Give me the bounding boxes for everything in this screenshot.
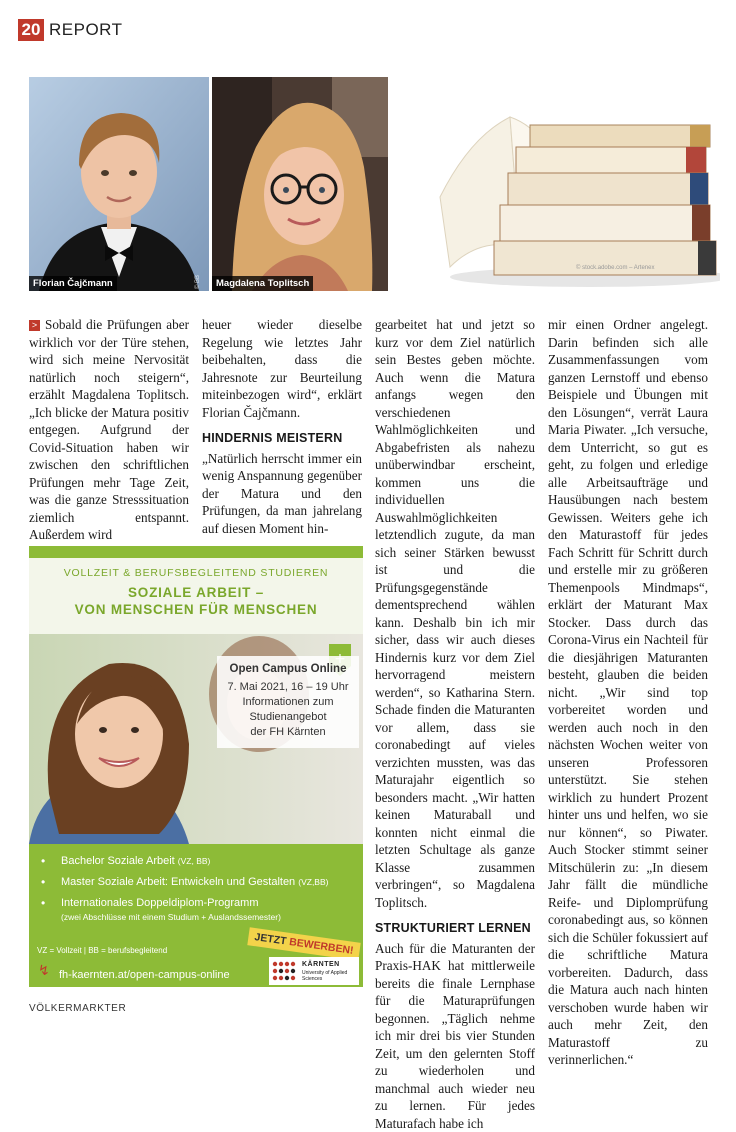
photo-florian xyxy=(29,77,209,291)
article-column-1 xyxy=(29,316,189,544)
program-list xyxy=(39,854,328,931)
program-item: • Bachelor Soziale Arbeit (VZ, BB) xyxy=(39,854,328,868)
event-title: Open Campus Online xyxy=(221,662,355,677)
article-text: mir einen Ordner angelegt. Darin befinden sich alle Zusammenfassungen vom ganzen Lernstoff und ebenso Beispiele und Übungen mit den Lösungen“, verrät Laura Maria Piwater. „Ich versuche, dem Unterricht, so gut es geht, zu folgen und erledige alle Arbeitsaufträge und Hausübungen nach bestem Gewissen. Weiters gehe ich den Maturastoff für jedes Fach Schritt für Schritt durch und erstelle mir zu größeren Themenpools Mindmaps“, erklärt der Maturant Max Stocker. Dass durch das Corona-Virus ein Nachteil für die diesjährigen Maturanten besteht, glauben die beiden nicht. „Wir sind top vorbereitet worden und werden auch noch in den nächsten Wochen weiter von unseren Professoren unterstützt. Sie stehen wirklich zu hundert Prozent hinter uns und helfen, wo sie nur können“, so Piwater. Auch Stocker stimmt seiner Mitschülerin zu: „In diesem Jahr fällt die mündliche Reife- und Diplomprüfung coronabedingt aus, so können sich die Schüler fokussiert auf die schriftliche Matura vorbereiten. Dadurch, dass die Matura auch nach hinten verschoben wurde haben wir auch mehr Zeit, den Maturastoff zu verinnerlichen.“ xyxy=(548,316,708,1069)
article-text: Auch für die Maturanten der Praxis-HAK hat mittlerweile bereits die finale Lernphase für die Maturaprüfungen begonnen. „Täglich nehme ich mir drei bis vier Stunden Zeit, um den gelernten Stoff zu wiederholen und manchmal auch wieder neu zu lernen. Für jedes Maturafach habe ich xyxy=(375,940,535,1132)
ad-kicker: VOLLZEIT & BERUFSBEGLEITEND STUDIEREN xyxy=(29,558,363,579)
section-title: REPORT xyxy=(49,19,123,41)
article-column-3 xyxy=(375,316,535,1132)
article-column-2 xyxy=(202,316,362,537)
program-item: • Internationales Doppeldiplom-Programm (zwei Abschlüsse mit einem Studium + Auslandssemester) xyxy=(39,896,328,924)
ad-header xyxy=(29,558,363,634)
program-item: • Master Soziale Arbeit: Entwickeln und Gestalten (VZ,BB) xyxy=(39,875,328,889)
article-column-4 xyxy=(548,316,708,1069)
ad-legend: VZ = Vollzeit | BB = berufsbegleitend xyxy=(37,946,167,955)
page-number: 20 xyxy=(18,19,44,41)
photo-caption: Magdalena Toplitsch xyxy=(212,276,313,291)
portrait-boy-image xyxy=(29,77,209,291)
photo-credit: © stock.adobe.com – Artenex xyxy=(576,265,654,271)
arrow-icon: ↯ xyxy=(38,963,50,979)
ad-url-link[interactable]: fh-kaernten.at/open-campus-online xyxy=(59,969,230,981)
article-text: „Natürlich herrscht immer ein wenig Anspannung gegenüber der Matura und den Prüfungen, da man jahrelang auf diesen Moment hin- xyxy=(202,450,362,538)
fh-kaernten-logo xyxy=(269,957,359,985)
advertisement[interactable] xyxy=(29,546,363,987)
event-info: Studienangebot xyxy=(221,710,355,725)
logo-dots-icon xyxy=(272,961,298,981)
paragraph-marker-icon: > xyxy=(29,320,40,331)
books-stack-image xyxy=(390,77,720,291)
logo-name: KÄRNTEN xyxy=(302,961,340,968)
subheading: STRUKTURIERT LERNEN xyxy=(375,920,535,938)
ad-headline-line-1: SOZIALE ARBEIT – xyxy=(29,584,363,601)
publication-footer: VÖLKERMARKTER xyxy=(29,1003,126,1014)
photo-books xyxy=(390,77,720,291)
event-date: 7. Mai 2021, 16 – 19 Uhr xyxy=(221,680,355,695)
ad-headline-line-2: VON MENSCHEN FÜR MENSCHEN xyxy=(29,601,363,618)
apply-now-badge[interactable]: JETZT BEWERBEN! xyxy=(247,927,360,960)
ad-top-band xyxy=(29,546,363,558)
event-info: Informationen zum xyxy=(221,695,355,710)
ad-programs-panel xyxy=(29,844,363,987)
subheading: HINDERNIS MEISTERN xyxy=(202,430,362,448)
ad-headline xyxy=(29,584,363,618)
article-text: heuer wieder dieselbe Regelung wie letztes Jahr beibehalten, dass die Jahresnote zur Beurteilung miteinbezogen wird“, erklärt Florian Čajčmann. xyxy=(202,316,362,421)
logo-subtitle: University of Applied Sciences xyxy=(302,970,358,982)
portrait-girl-image xyxy=(212,77,388,291)
event-info: der FH Kärnten xyxy=(221,725,355,740)
article-text: gearbeitet hat und jetzt so kurz vor dem Ziel natürlich sein Bestes geben möchte. Auch wenn die Matura anfangs wegen den verschiedenen Wahlmöglichkeiten und Abgabefristen als nahezu unüberwindbar erscheint, kommen uns die individuellen Auswahlmöglichkeiten letztendlich zugute, da man sich seiner Stärken bewusst ist und die Prüfungsgegenstände dementsprechend wählen kann. Deshalb bin ich mir sicher, dass wir auch dieses Hindernis kurz vor dem Ziel hervorragend meistern werden“, so Katharina Stern. Schade finden die Maturanten vor allem, dass sie coronabedingt auf vieles verzichten mussten, was das Maturajahr eigentlich so besonders macht. „Wir hatten keinen Maturaball und konnten nicht einmal die letzten Schultage als ganze Klasse zusammen verbringen“, so Magdalena Toplitsch. xyxy=(375,316,535,911)
article-text: Sobald die Prüfungen aber wirklich vor der Türe stehen, wird sich meine Nervosität natürlich noch steigern“, erzählt Magdalena Toplitsch. „Ich blicke der Matura positiv entgegen. Aufgrund der Covid-Situation haben wir zwischen den schriftlichen Prüfungen mehr Tage Zeit, was die ganze Stresssituation ziemlich entspannt. Außerdem wird xyxy=(29,317,189,542)
photo-magdalena xyxy=(212,77,388,291)
photo-credit: © BB xyxy=(195,275,201,289)
photo-caption: Florian Čajčmann xyxy=(29,276,117,291)
event-box xyxy=(217,656,359,748)
